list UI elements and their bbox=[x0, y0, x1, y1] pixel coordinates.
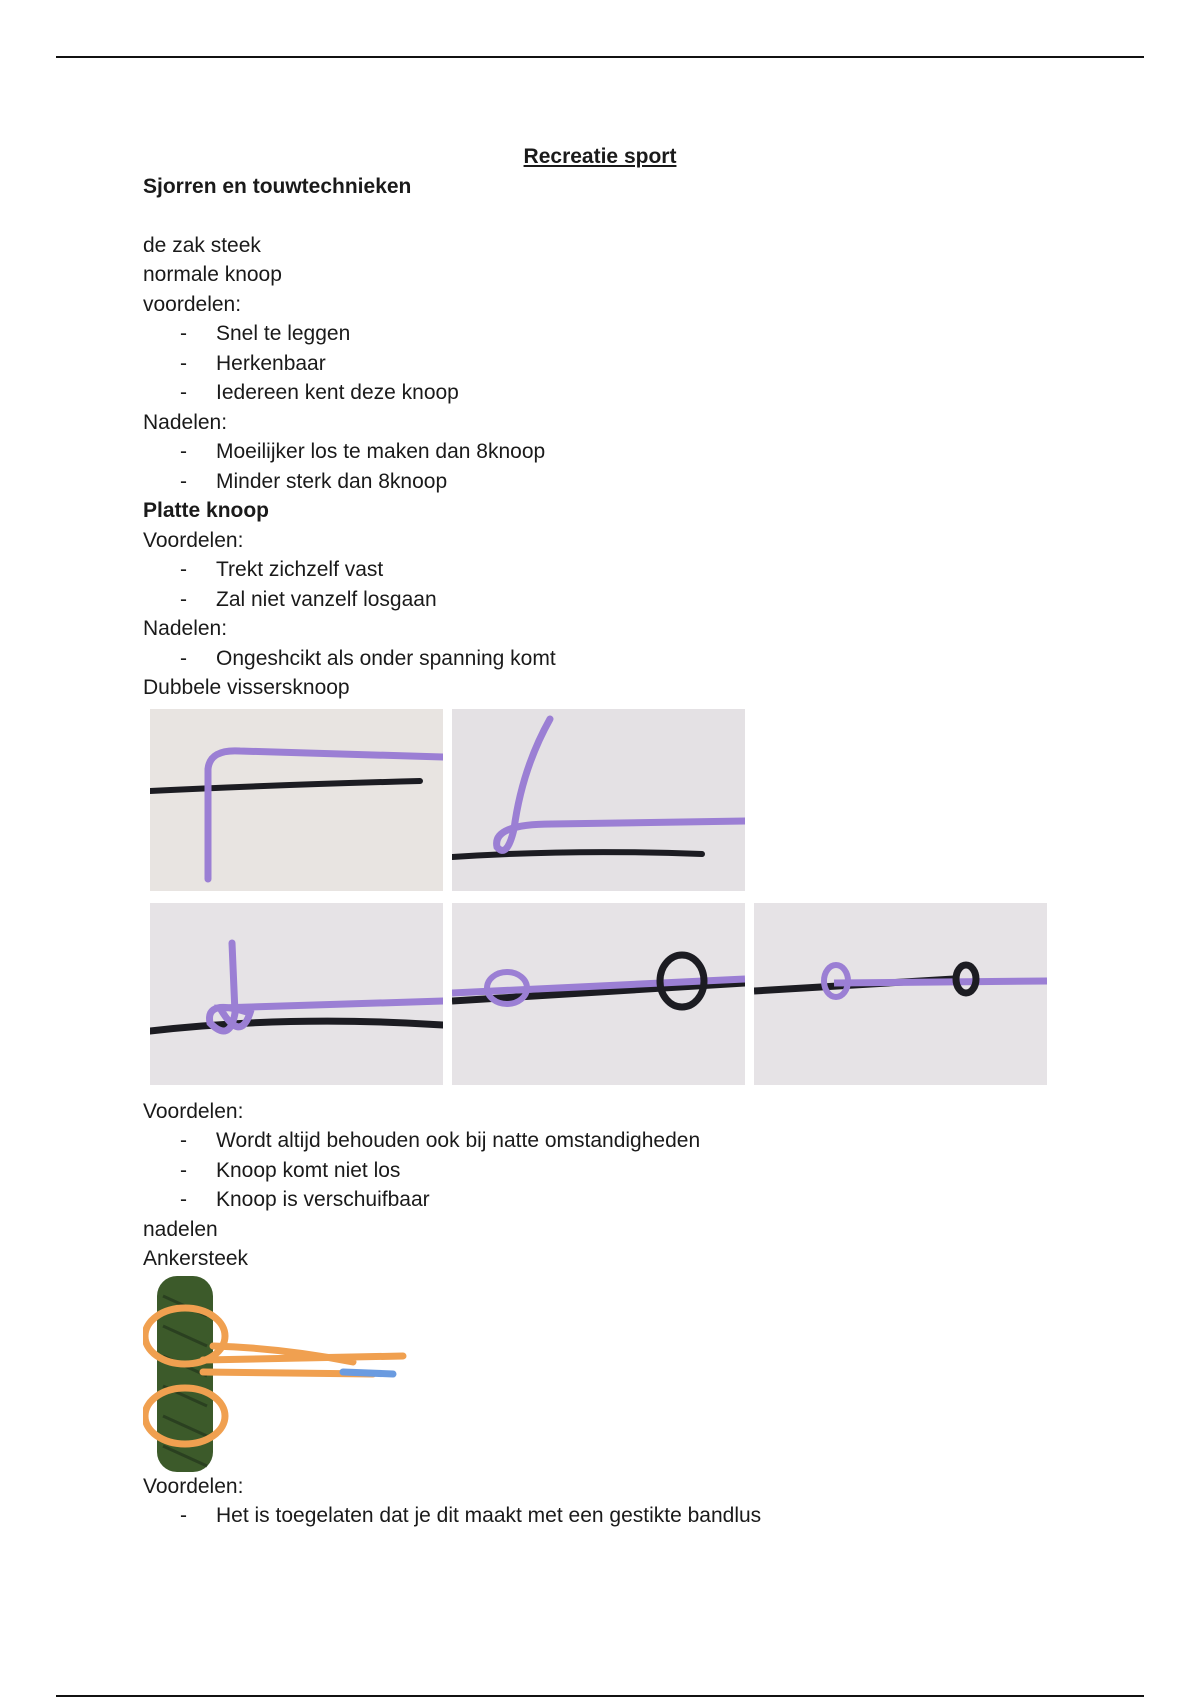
section-heading: de zak steek bbox=[143, 233, 261, 257]
list-item bbox=[143, 1126, 1103, 1156]
bullet-dash: - bbox=[180, 322, 187, 345]
list-item-text: Iedereen kent deze knoop bbox=[216, 381, 459, 404]
ankersteek-illustration bbox=[143, 1276, 413, 1472]
bullet-dash: - bbox=[180, 646, 187, 670]
knot-step-illustration bbox=[452, 903, 745, 1085]
section-heading: Ankersteek bbox=[143, 1247, 249, 1270]
spacer bbox=[143, 202, 1103, 231]
knot-step-photo-3 bbox=[150, 903, 443, 1085]
list-item bbox=[143, 437, 1103, 467]
section-heading: Dubbele vissersknoop bbox=[143, 676, 350, 699]
knot-step-photo-5 bbox=[754, 903, 1047, 1085]
bullet-dash: - bbox=[180, 381, 187, 404]
knot-step-illustration bbox=[452, 709, 745, 891]
list-item-text: Knoop komt niet los bbox=[216, 1158, 401, 1182]
list-item-text: Wordt altijd behouden ook bij natte omstandigheden bbox=[216, 1129, 701, 1152]
section-heading: Platte knoop bbox=[143, 499, 270, 522]
list-item bbox=[143, 319, 1103, 349]
bullet-dash: - bbox=[180, 1188, 187, 1211]
bullet-dash: - bbox=[180, 1158, 187, 1182]
bullet-dash: - bbox=[180, 558, 187, 581]
pros-label: Voordelen: bbox=[143, 1474, 244, 1498]
knot-step-illustration bbox=[754, 903, 1047, 1085]
list-item bbox=[143, 467, 1103, 497]
bullet-dash: - bbox=[180, 1504, 187, 1527]
pros-label: Voordelen: bbox=[143, 528, 244, 552]
pros-label: Voordelen: bbox=[143, 1099, 244, 1123]
knot-step-photo-1 bbox=[150, 709, 443, 891]
bullet-dash: - bbox=[180, 351, 187, 375]
section-subheading: normale knoop bbox=[143, 263, 282, 286]
list-item-text: Trekt zichzelf vast bbox=[216, 558, 384, 581]
subtitle: Sjorren en touwtechnieken bbox=[143, 175, 412, 198]
footer-rule bbox=[56, 1695, 1144, 1697]
bullet-dash: - bbox=[180, 587, 187, 611]
list-item-text: Snel te leggen bbox=[216, 322, 351, 345]
bullet-dash: - bbox=[180, 1129, 187, 1152]
knot-photo-row bbox=[143, 903, 1103, 1097]
list-item-text: Moeilijker los te maken dan 8knoop bbox=[216, 440, 546, 463]
knot-photo-row bbox=[143, 709, 1103, 903]
list-item-text: Herkenbaar bbox=[216, 351, 326, 375]
page-title: Recreatie sport bbox=[523, 145, 677, 168]
list-item bbox=[143, 378, 1103, 408]
document-body bbox=[143, 142, 1103, 1531]
list-item bbox=[143, 1156, 1103, 1186]
header-rule bbox=[56, 56, 1144, 58]
list-item-text: Het is toegelaten dat je dit maakt met een gestikte bandlus bbox=[216, 1504, 762, 1527]
list-item-text: Knoop is verschuifbaar bbox=[216, 1188, 430, 1211]
list-item-text: Ongeshcikt als onder spanning komt bbox=[216, 646, 556, 670]
knot-step-photo-2 bbox=[452, 709, 745, 891]
bullet-dash: - bbox=[180, 440, 187, 463]
ankersteek-photo bbox=[143, 1276, 413, 1472]
list-item-text: Zal niet vanzelf losgaan bbox=[216, 587, 437, 611]
list-item bbox=[143, 349, 1103, 379]
knot-step-photo-4 bbox=[452, 903, 745, 1085]
list-item-text: Minder sterk dan 8knoop bbox=[216, 469, 448, 493]
pros-label: voordelen: bbox=[143, 292, 242, 316]
knot-step-illustration bbox=[150, 709, 443, 891]
bullet-dash: - bbox=[180, 469, 187, 493]
knot-step-illustration bbox=[150, 903, 443, 1085]
list-item bbox=[143, 555, 1103, 585]
list-item bbox=[143, 644, 1103, 674]
cons-label: Nadelen: bbox=[143, 410, 228, 434]
list-item bbox=[143, 585, 1103, 615]
cons-label: nadelen bbox=[143, 1217, 218, 1241]
list-item bbox=[143, 1501, 1103, 1531]
cons-label: Nadelen: bbox=[143, 617, 228, 640]
list-item bbox=[143, 1185, 1103, 1215]
